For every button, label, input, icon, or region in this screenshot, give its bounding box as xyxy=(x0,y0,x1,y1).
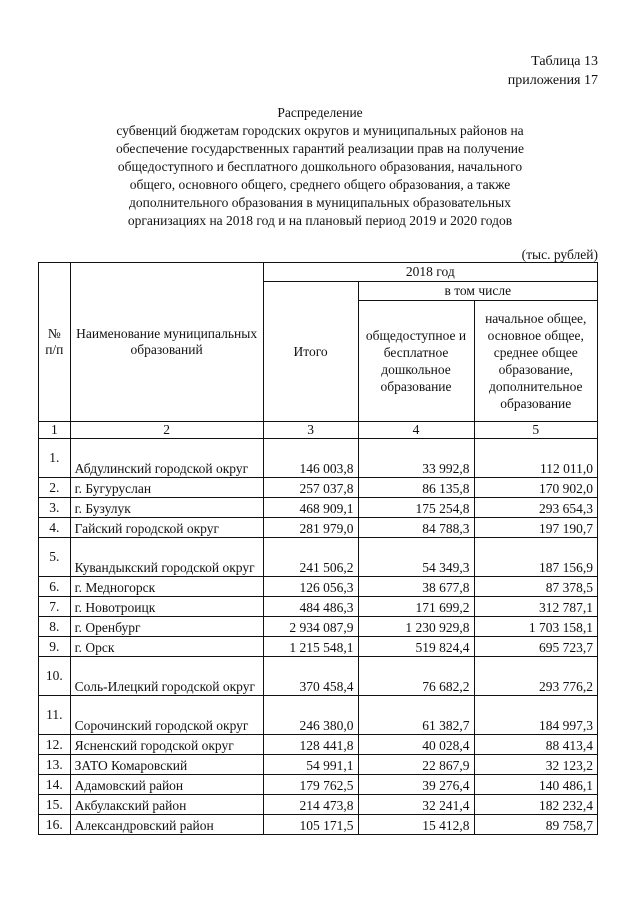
row-name: Абдулинский городской округ xyxy=(70,439,263,478)
title-line-7: организациях на 2018 год и на плановый период 2019 и 2020 годов xyxy=(127,213,513,228)
row-general: 112 011,0 xyxy=(474,439,597,478)
row-general: 89 758,7 xyxy=(474,815,597,835)
row-preschool: 175 254,8 xyxy=(358,498,474,518)
row-preschool: 76 682,2 xyxy=(358,657,474,696)
title-line-6: дополнительного образования в муниципальных образовательных xyxy=(129,195,511,210)
row-general: 88 413,4 xyxy=(474,735,597,755)
header-name: Наименование муниципальных образований xyxy=(70,263,263,422)
row-general: 140 486,1 xyxy=(474,775,597,795)
row-index: 13. xyxy=(39,755,71,775)
row-name: г. Бузулук xyxy=(70,498,263,518)
row-general: 293 654,3 xyxy=(474,498,597,518)
row-general: 1 703 158,1 xyxy=(474,617,597,637)
row-index: 2. xyxy=(39,478,71,498)
row-total: 257 037,8 xyxy=(263,478,358,498)
row-preschool: 171 699,2 xyxy=(358,597,474,617)
row-total: 484 486,3 xyxy=(263,597,358,617)
row-total: 1 215 548,1 xyxy=(263,637,358,657)
table-row xyxy=(39,518,598,538)
table-row xyxy=(39,498,598,518)
row-preschool: 84 788,3 xyxy=(358,518,474,538)
table-row xyxy=(39,775,598,795)
row-preschool: 86 135,8 xyxy=(358,478,474,498)
row-general: 695 723,7 xyxy=(474,637,597,657)
row-index: 10. xyxy=(39,657,71,696)
column-number: 3 xyxy=(263,422,358,439)
row-name: ЗАТО Комаровский xyxy=(70,755,263,775)
row-index: 7. xyxy=(39,597,71,617)
document-title xyxy=(80,104,560,230)
header-number: № п/п xyxy=(39,263,71,422)
row-preschool: 54 349,3 xyxy=(358,538,474,577)
table-row xyxy=(39,577,598,597)
row-general: 293 776,2 xyxy=(474,657,597,696)
row-general: 87 378,5 xyxy=(474,577,597,597)
row-name: г. Новотроицк xyxy=(70,597,263,617)
row-name: г. Бугуруслан xyxy=(70,478,263,498)
table-row xyxy=(39,597,598,617)
row-index: 15. xyxy=(39,795,71,815)
row-preschool: 39 276,4 xyxy=(358,775,474,795)
row-index: 14. xyxy=(39,775,71,795)
table-row xyxy=(39,696,598,735)
header-general: начальное общее, основное общее, среднее общее образование, дополнительное образование xyxy=(474,301,597,422)
table-number: Таблица 13 xyxy=(531,54,598,69)
table-row xyxy=(39,439,598,478)
title-line-5: общего, основного общего, среднего общего образования, а также xyxy=(129,177,511,192)
row-preschool: 33 992,8 xyxy=(358,439,474,478)
row-name: Сорочинский городской округ xyxy=(70,696,263,735)
row-index: 16. xyxy=(39,815,71,835)
row-total: 246 380,0 xyxy=(263,696,358,735)
row-total: 370 458,4 xyxy=(263,657,358,696)
row-total: 2 934 087,9 xyxy=(263,617,358,637)
row-preschool: 38 677,8 xyxy=(358,577,474,597)
row-general: 182 232,4 xyxy=(474,795,597,815)
row-general: 197 190,7 xyxy=(474,518,597,538)
row-index: 6. xyxy=(39,577,71,597)
header-total: Итого xyxy=(263,282,358,422)
row-total: 126 056,3 xyxy=(263,577,358,597)
row-preschool: 1 230 929,8 xyxy=(358,617,474,637)
title-line-1: Распределение xyxy=(277,105,363,120)
column-number: 4 xyxy=(358,422,474,439)
table-row xyxy=(39,755,598,775)
column-number: 5 xyxy=(474,422,597,439)
row-general: 184 997,3 xyxy=(474,696,597,735)
header-including: в том числе xyxy=(358,282,597,301)
table-row xyxy=(39,815,598,835)
row-preschool: 32 241,4 xyxy=(358,795,474,815)
row-index: 11. xyxy=(39,696,71,735)
row-name: г. Оренбург xyxy=(70,617,263,637)
table-row xyxy=(39,657,598,696)
row-general: 32 123,2 xyxy=(474,755,597,775)
units-label: (тыс. рублей) xyxy=(521,247,598,262)
table-row xyxy=(39,637,598,657)
row-total: 281 979,0 xyxy=(263,518,358,538)
table-row xyxy=(39,617,598,637)
header-preschool: общедоступное и бесплатное дошкольное образование xyxy=(358,301,474,422)
column-number-row xyxy=(39,422,598,439)
row-preschool: 519 824,4 xyxy=(358,637,474,657)
row-name: Акбулакский район xyxy=(70,795,263,815)
distribution-table xyxy=(38,262,598,835)
row-total: 179 762,5 xyxy=(263,775,358,795)
row-total: 468 909,1 xyxy=(263,498,358,518)
table-row xyxy=(39,538,598,577)
row-name: Кувандыкский городской округ xyxy=(70,538,263,577)
row-name: Соль-Илецкий городской округ xyxy=(70,657,263,696)
row-name: Ясненский городской округ xyxy=(70,735,263,755)
row-preschool: 22 867,9 xyxy=(358,755,474,775)
appendix-number: приложения 17 xyxy=(507,73,598,88)
row-total: 241 506,2 xyxy=(263,538,358,577)
row-index: 5. xyxy=(39,538,71,577)
row-index: 3. xyxy=(39,498,71,518)
row-name: Александровский район xyxy=(70,815,263,835)
header-year: 2018 год xyxy=(263,263,597,282)
column-number: 2 xyxy=(70,422,263,439)
title-line-3: обеспечение государственных гарантий реализации прав на получение xyxy=(115,141,525,156)
title-line-2: субвенций бюджетам городских округов и муниципальных районов на xyxy=(116,123,524,138)
table-row xyxy=(39,795,598,815)
row-total: 146 003,8 xyxy=(263,439,358,478)
row-index: 1. xyxy=(39,439,71,478)
row-general: 312 787,1 xyxy=(474,597,597,617)
title-line-4: общедоступного и бесплатного дошкольного образования, начального xyxy=(117,159,523,174)
column-number: 1 xyxy=(39,422,71,439)
row-name: Гайский городской округ xyxy=(70,518,263,538)
row-index: 8. xyxy=(39,617,71,637)
row-total: 128 441,8 xyxy=(263,735,358,755)
row-general: 170 902,0 xyxy=(474,478,597,498)
row-preschool: 61 382,7 xyxy=(358,696,474,735)
row-index: 9. xyxy=(39,637,71,657)
row-total: 214 473,8 xyxy=(263,795,358,815)
row-general: 187 156,9 xyxy=(474,538,597,577)
row-name: Адамовский район xyxy=(70,775,263,795)
table-row xyxy=(39,478,598,498)
row-name: г. Медногорск xyxy=(70,577,263,597)
table-reference xyxy=(508,52,598,90)
row-index: 4. xyxy=(39,518,71,538)
row-name: г. Орск xyxy=(70,637,263,657)
row-index: 12. xyxy=(39,735,71,755)
row-preschool: 40 028,4 xyxy=(358,735,474,755)
row-total: 54 991,1 xyxy=(263,755,358,775)
row-preschool: 15 412,8 xyxy=(358,815,474,835)
row-total: 105 171,5 xyxy=(263,815,358,835)
table-row xyxy=(39,735,598,755)
